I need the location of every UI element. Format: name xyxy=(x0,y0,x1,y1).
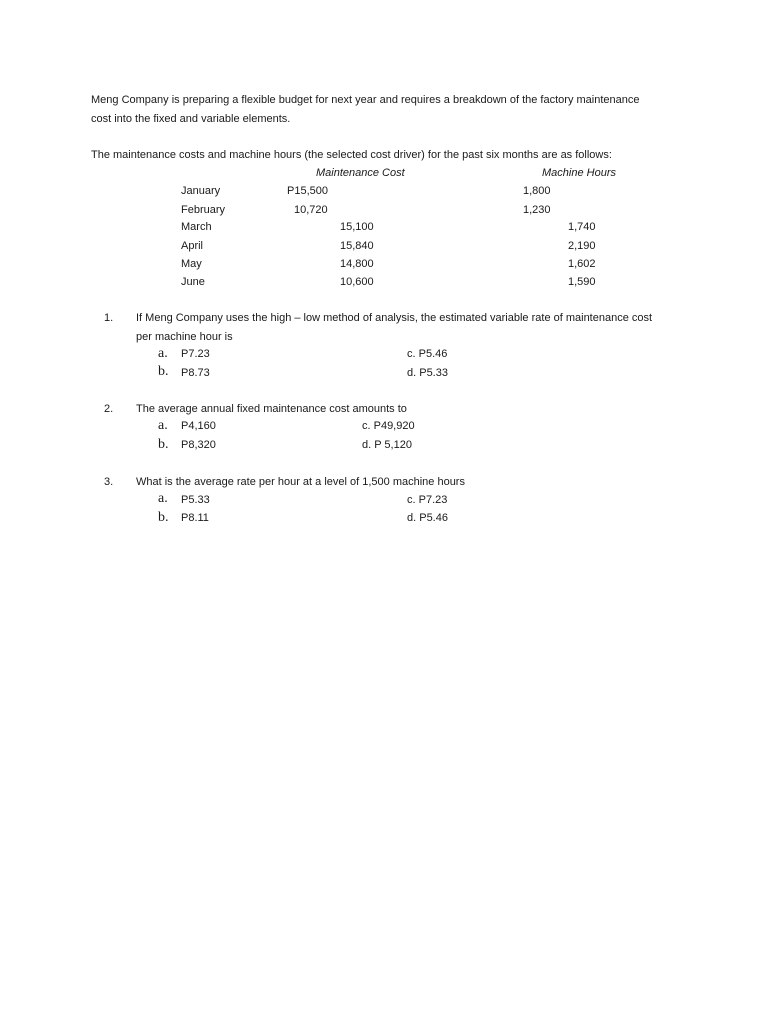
option-a-label: a. xyxy=(158,418,168,433)
question-text-line-1: If Meng Company uses the high – low method of analysis, the estimated variable rate of maintenance cost xyxy=(136,312,653,324)
row-cost: P15,500 xyxy=(287,185,328,197)
row-month: March xyxy=(181,221,212,233)
row-month: February xyxy=(181,204,226,216)
option-b: P8.11 xyxy=(181,512,209,524)
row-hours: 1,602 xyxy=(568,258,596,270)
intro-line-2: cost into the fixed and variable elements. xyxy=(91,113,291,125)
row-hours: 1,740 xyxy=(568,221,596,233)
row-hours: 1,230 xyxy=(523,204,551,216)
option-a-label: a. xyxy=(158,491,168,506)
option-b-label: b. xyxy=(158,510,169,525)
row-month: April xyxy=(181,240,204,252)
question-number: 1. xyxy=(104,312,114,324)
intro-line-1: Meng Company is preparing a flexible budget for next year and requires a breakdown of the factory maintenance xyxy=(91,94,640,106)
question-text-line-1: The average annual fixed maintenance cost amounts to xyxy=(136,403,407,415)
option-b-label: b. xyxy=(158,437,169,452)
row-cost: 15,100 xyxy=(340,221,374,233)
option-b: P8,320 xyxy=(181,439,216,451)
option-d: d. P5.33 xyxy=(407,367,448,379)
option-a: P4,160 xyxy=(181,420,216,432)
option-a: P5.33 xyxy=(181,494,210,506)
row-cost: 10,600 xyxy=(340,276,374,288)
option-b-label: b. xyxy=(158,364,169,379)
intro-line-3: The maintenance costs and machine hours (the selected cost driver) for the past six months are as follows: xyxy=(91,149,612,161)
row-cost: 14,800 xyxy=(340,258,374,270)
question-text-line-1: What is the average rate per hour at a level of 1,500 machine hours xyxy=(136,476,465,488)
question-number: 2. xyxy=(104,403,114,415)
option-c: c. P5.46 xyxy=(407,348,448,360)
row-hours: 1,800 xyxy=(523,185,551,197)
option-a: P7.23 xyxy=(181,348,210,360)
row-hours: 2,190 xyxy=(568,240,596,252)
header-machine-hours: Machine Hours xyxy=(542,167,616,179)
question-number: 3. xyxy=(104,476,114,488)
option-a-label: a. xyxy=(158,346,168,361)
row-month: January xyxy=(181,185,221,197)
header-maintenance-cost: Maintenance Cost xyxy=(316,167,405,179)
option-c: c. P7.23 xyxy=(407,494,448,506)
question-text-line-2: per machine hour is xyxy=(136,331,233,343)
row-cost: 10,720 xyxy=(294,204,328,216)
option-d: d. P 5,120 xyxy=(362,439,412,451)
option-d: d. P5.46 xyxy=(407,512,448,524)
option-b: P8.73 xyxy=(181,367,210,379)
row-cost: 15,840 xyxy=(340,240,374,252)
row-month: June xyxy=(181,276,205,288)
row-month: May xyxy=(181,258,202,270)
option-c: c. P49,920 xyxy=(362,420,415,432)
row-hours: 1,590 xyxy=(568,276,596,288)
